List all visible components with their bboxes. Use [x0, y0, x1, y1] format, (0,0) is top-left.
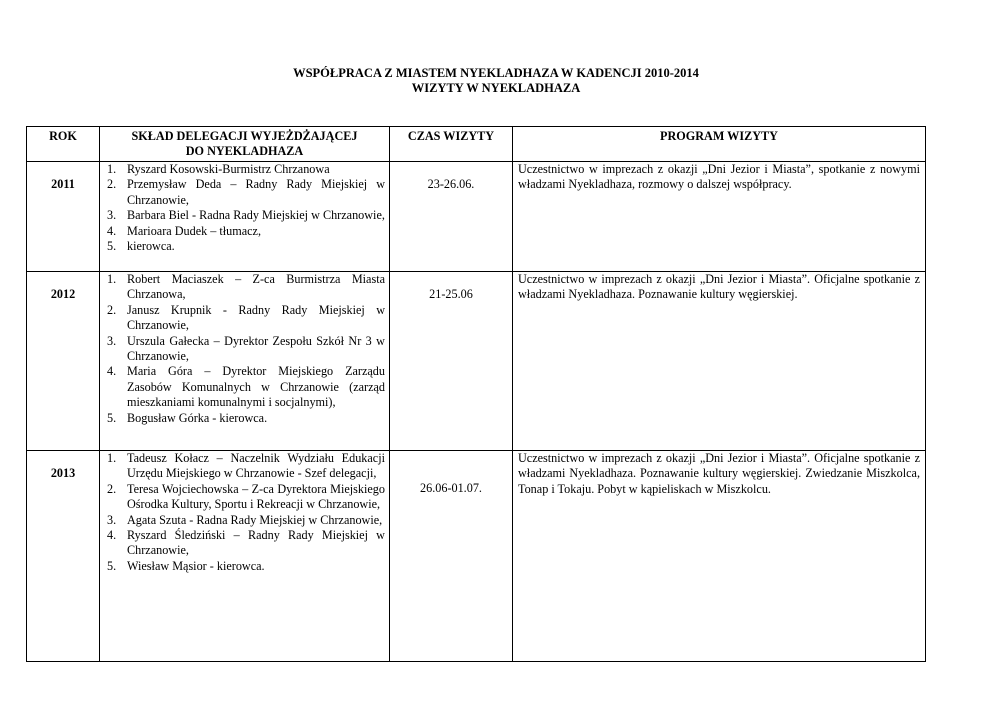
list-item: 4. Marioara Dudek – tłumacz,: [107, 223, 262, 238]
list-item: 1. Robert Maciaszek – Z-ca Burmistrza Miasta Chrzanowa,: [107, 272, 385, 302]
visit-time-cell: 23-26.06.: [390, 162, 513, 272]
delegation-list: [100, 451, 389, 574]
document-subtitle: WIZYTY W NYEKLADHAZA: [411, 81, 581, 95]
list-item: 5. Bogusław Górka - kierowca.: [107, 410, 268, 425]
list-item: 4. Ryszard Śledziński – Radny Rady Miejskiej w Chrzanowie,: [107, 528, 385, 558]
list-item: 4. Maria Góra – Dyrektor Miejskiego Zarządu Zasobów Komunalnych w Chrzanowie (zarząd mieszkaniami komunalnymi i socjalnymi),: [107, 364, 385, 410]
table-row: [27, 272, 926, 451]
year-cell: 2011: [27, 162, 100, 272]
delegation-cell: [100, 451, 390, 662]
delegation-cell: [100, 162, 390, 272]
list-item: 5. Wiesław Mąsior - kierowca.: [107, 558, 265, 573]
table-row: [27, 162, 926, 272]
delegation-list: [100, 272, 389, 426]
list-item: 3. Barbara Biel - Radna Rady Miejskiej w Chrzanowie,: [107, 208, 385, 223]
program-cell: Uczestnictwo w imprezach z okazji „Dni Jezior i Miasta”. Oficjalne spotkanie z władzami Nyekladhaza. Poznawanie kultury węgierskiej.: [513, 272, 926, 451]
header-sklad-line1: SKŁAD DELEGACJI WYJEŻDŻAJĄCEJ: [131, 129, 358, 143]
document-title: WSPÓŁPRACA Z MIASTEM NYEKLADHAZA W KADENCJI 2010-2014: [293, 66, 699, 80]
delegation-list: [100, 162, 389, 254]
list-item: 3. Agata Szuta - Radna Rady Miejskiej w Chrzanowie,: [107, 512, 383, 527]
list-item: 2. Przemysław Deda – Radny Rady Miejskiej w Chrzanowie,: [107, 177, 385, 207]
header-sklad: [100, 127, 390, 162]
table-row: [27, 451, 926, 662]
list-item: 1. Tadeusz Kołacz – Naczelnik Wydziału Edukacji Urzędu Miejskiego w Chrzanowie - Szef delegacji,: [107, 451, 385, 481]
header-program: PROGRAM WIZYTY: [513, 127, 926, 162]
visits-table: [26, 126, 926, 662]
table-header-row: [27, 127, 926, 162]
program-cell: Uczestnictwo w imprezach z okazji „Dni Jezior i Miasta”, spotkanie z nowymi władzami Nyekladhaza, rozmowy o dalszej współpracy.: [513, 162, 926, 272]
program-cell: Uczestnictwo w imprezach z okazji „Dni Jezior i Miasta”. Oficjalne spotkanie z władzami Nyekladhaza. Poznawanie kultury węgierskiej. Zwiedzanie Miszkolca, Tonap i Tokaju. Pobyt w kąpieliskach w Miszkolcu.: [513, 451, 926, 662]
list-item: 2. Teresa Wojciechowska – Z-ca Dyrektora Miejskiego Ośrodka Kultury, Sportu i Rekreacji w Chrzanowie,: [107, 481, 385, 512]
year-cell: 2013: [27, 451, 100, 662]
header-czas: CZAS WIZYTY: [390, 127, 513, 162]
visit-time-cell: 21-25.06: [390, 272, 513, 451]
visit-time-cell: 26.06-01.07.: [390, 451, 513, 662]
list-item: 2. Janusz Krupnik - Radny Rady Miejskiej w Chrzanowie,: [107, 302, 385, 333]
header-rok: ROK: [27, 127, 100, 162]
delegation-cell: [100, 272, 390, 451]
list-item: 3. Urszula Gałecka – Dyrektor Zespołu Szkół Nr 3 w Chrzanowie,: [107, 333, 385, 364]
header-sklad-line2: DO NYEKLADHAZA: [185, 144, 304, 159]
list-item: 5. kierowca.: [107, 239, 175, 254]
list-item: 1. Ryszard Kosowski-Burmistrz Chrzanowa: [107, 162, 330, 176]
year-cell: 2012: [27, 272, 100, 451]
